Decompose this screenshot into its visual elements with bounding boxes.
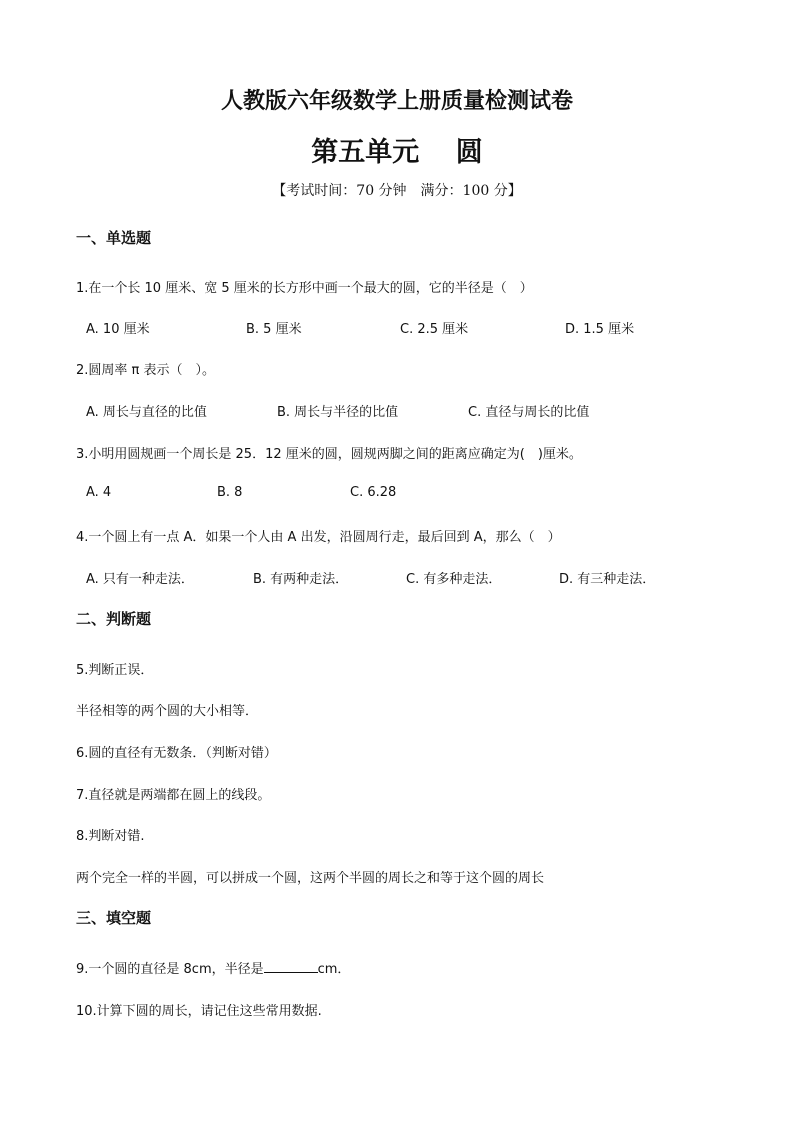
option-b: B. 有两种走法． [253, 572, 349, 587]
question-10: 10.计算下圆的周长，请记住这些常用数据. [76, 1004, 322, 1019]
option-c: C. 有多种走法． [406, 572, 502, 587]
option-a: A. 周长与直径的比值 [86, 405, 207, 420]
option-d: D. 1.5 厘米 [565, 322, 635, 337]
question-3-options [86, 485, 706, 503]
exam-title: 人教版六年级数学上册质量检测试卷 [220, 88, 573, 114]
option-c: C. 直径与周长的比值 [468, 405, 590, 420]
option-b: B. 5 厘米 [246, 322, 302, 337]
question-4-options [86, 568, 706, 586]
question-4: 4.一个圆上有一点 A．如果一个人由 A 出发，沿圆周行走，最后回到 A，那么（ ） [76, 530, 561, 545]
question-5-statement: 半径相等的两个圆的大小相等． [76, 704, 259, 719]
question-5: 5.判断正误． [76, 663, 154, 678]
option-a: A. 4 [86, 485, 112, 500]
question-1: 1.在一个长 10 厘米、宽 5 厘米的长方形中画一个最大的圆，它的半径是（ ） [76, 281, 533, 296]
question-9 [76, 958, 350, 977]
question-8-statement: 两个完全一样的半圆，可以拼成一个圆，这两个半圆的周长之和等于这个圆的周长 [76, 871, 545, 886]
question-6: 6.圆的直径有无数条．（判断对错） [76, 746, 277, 761]
question-9-suffix: cm． [317, 962, 351, 977]
option-d: D. 有三种走法． [559, 572, 656, 587]
option-b: B. 周长与半径的比值 [277, 405, 399, 420]
question-7: 7.直径就是两端都在圆上的线段。 [76, 788, 271, 803]
section-heading-single-choice: 一、单选题 [76, 229, 152, 247]
option-c: C. 2.5 厘米 [400, 322, 469, 337]
section-heading-true-false: 二、判断题 [76, 610, 152, 628]
option-b: B. 8 [217, 485, 243, 500]
question-9-prefix: 9.一个圆的直径是 8cm，半径是 [76, 962, 264, 977]
option-a: A. 只有一种走法． [86, 572, 194, 587]
option-a: A. 10 厘米 [86, 322, 150, 337]
question-8: 8.判断对错. [76, 829, 145, 844]
option-c: C. 6.28 [350, 485, 397, 500]
question-2-options [86, 401, 706, 419]
answer-blank [264, 960, 318, 973]
question-3: 3.小明用圆规画一个周长是 25．12 厘米的圆，圆规两脚之间的距离应确定为( )厘米。 [76, 447, 582, 462]
exam-info: 【考试时间：70 分钟 满分：100 分】 [272, 183, 522, 199]
unit-title: 第五单元 圆 [311, 137, 483, 168]
question-1-options [86, 318, 706, 336]
question-2: 2.圆周率 π 表示（ ）。 [76, 363, 215, 378]
section-heading-fill-in: 三、填空题 [76, 909, 152, 927]
